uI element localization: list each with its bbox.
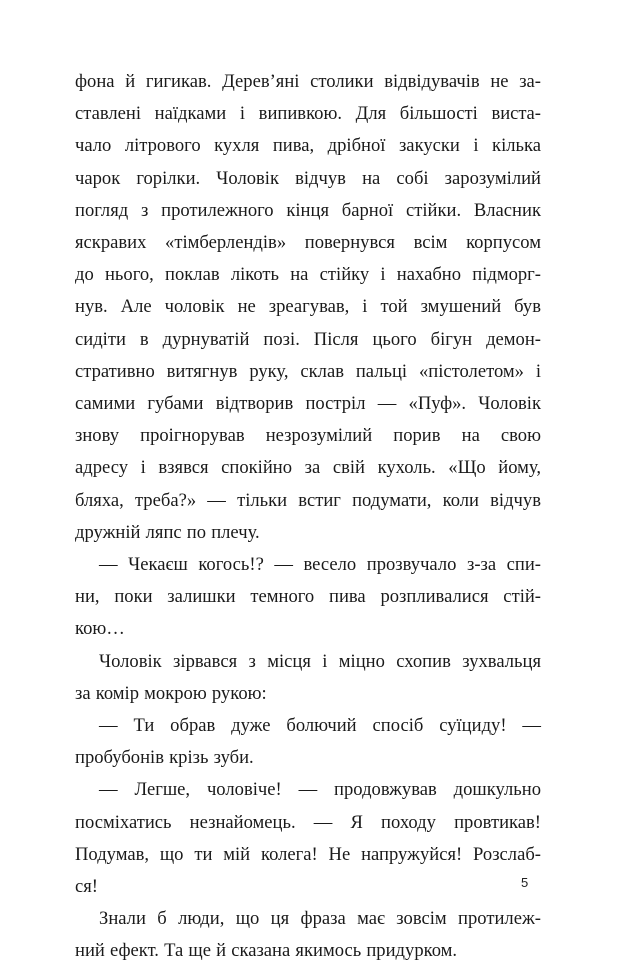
- text-line: знову проігнорував незрозумілий порив на свою: [75, 425, 541, 447]
- text-line: стративно витягнув руку, склав пальці «пістолетом» і: [75, 360, 541, 382]
- text-line: чарок горілки. Чоловік відчув на собі зарозумілий: [75, 167, 541, 189]
- text-line: — Ти обрав дуже болючий спосіб суїциду! —: [99, 715, 541, 737]
- text-line: кою…: [75, 618, 125, 640]
- text-line: ний ефект. Та ще й сказана якимось придурком.: [75, 940, 458, 962]
- text-line: чало літрового кухля пива, дрібної закуски і кілька: [75, 135, 541, 157]
- text-line: — Легше, чоловіче! — продовжував дошкульно: [99, 779, 541, 801]
- paragraph: [75, 903, 541, 967]
- text-line: Знали б люди, що ця фраза має зовсім протилеж-: [99, 908, 541, 930]
- text-line: — Чекаєш когось!? — весело прозвучало з-за спи-: [99, 554, 541, 576]
- text-line: посміхатись незнайомець. — Я походу провтикав!: [75, 811, 541, 833]
- text-line: сидіти в дурнуватій позі. Після цього бігун демон-: [75, 328, 541, 350]
- text-line: до нього, поклав лікоть на стійку і нахабно підморг-: [75, 264, 541, 286]
- text-line: яскравих «тімберлендів» повернувся всім корпусом: [75, 232, 541, 254]
- text-line: Чоловік зірвався з місця і міцно схопив зухвальця: [99, 650, 541, 672]
- paragraph: [75, 646, 541, 710]
- text-line: самими губами відтворив постріл — «Пуф». Чоловік: [75, 393, 541, 415]
- paragraph: [75, 66, 541, 549]
- paragraph: [75, 710, 541, 774]
- text-line: адресу і взявся спокійно за свій кухоль. «Що йому,: [75, 457, 541, 479]
- text-line: ся!: [75, 876, 98, 898]
- text-line: нув. Але чоловік не зреагував, і той змушений був: [75, 296, 541, 318]
- text-line: ни, поки залишки темного пива розпливалися стій-: [75, 586, 541, 608]
- body-text: [75, 66, 541, 968]
- text-line: Подумав, що ти мій колега! Не напружуйся! Розслаб-: [75, 843, 541, 865]
- text-line: пробубонів крізь зуби.: [75, 747, 254, 769]
- text-line: за комір мокрою рукою:: [75, 682, 267, 704]
- page-number: 5: [521, 875, 529, 890]
- paragraph: [75, 774, 541, 903]
- paragraph: [75, 549, 541, 646]
- text-line: фона й гигикав. Дерев’яні столики відвідувачів не за-: [75, 71, 541, 92]
- text-line: дружній ляпс по плечу.: [75, 521, 260, 543]
- text-line: бляха, треба?» — тільки встиг подумати, коли відчув: [75, 489, 541, 511]
- text-line: погляд з протилежного кінця барної стійки. Власник: [75, 199, 541, 221]
- text-line: ставлені наїдками і випивкою. Для більшості вистa-: [75, 103, 541, 125]
